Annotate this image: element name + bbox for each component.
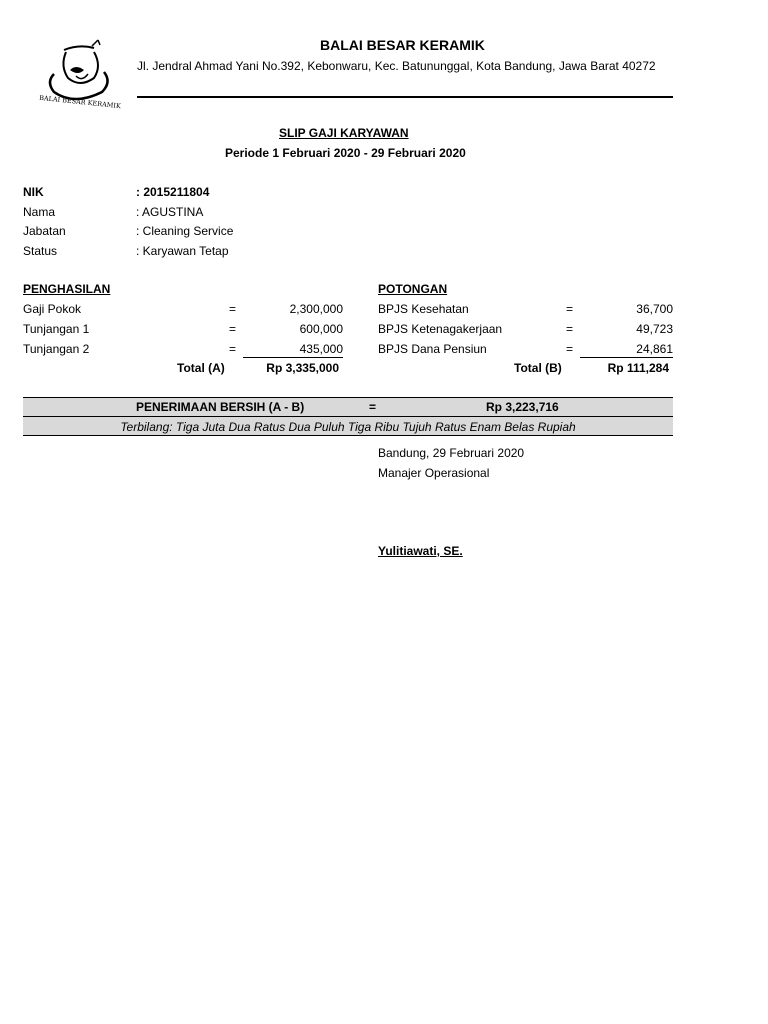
deduction-item-value: 36,700	[636, 302, 673, 316]
net-pay-label: PENERIMAAN BERSIH (A - B)	[136, 400, 305, 414]
income-item-label: Tunjangan 1	[23, 322, 90, 336]
income-item-eq: =	[229, 322, 237, 336]
name-value: : AGUSTINA	[136, 205, 204, 219]
status-label: Status	[23, 244, 58, 258]
deduction-total-rule	[580, 357, 673, 358]
income-total-value: Rp 3,335,000	[266, 361, 339, 375]
income-item-value: 2,300,000	[289, 302, 343, 316]
signature-name: Yulitiawati, SE.	[378, 544, 463, 558]
deduction-item-label: BPJS Dana Pensiun	[378, 342, 487, 356]
deductions-heading: POTONGAN	[378, 282, 448, 296]
deduction-item-value: 24,861	[636, 342, 673, 356]
vase-logo-icon	[24, 36, 137, 111]
deduction-item-eq: =	[566, 322, 574, 336]
logo-text: BALAI BESAR KERAMIK	[38, 93, 122, 111]
amount-in-words: Terbilang: Tiga Juta Dua Ratus Dua Puluh Tiga Ribu Tujuh Ratus Enam Belas Rupiah	[120, 420, 576, 434]
signature-place-date: Bandung, 29 Februari 2020	[378, 446, 525, 460]
income-item-eq: =	[229, 342, 237, 356]
slip-title: SLIP GAJI KARYAWAN	[279, 126, 409, 140]
status-value: : Karyawan Tetap	[136, 244, 229, 258]
net-pay-band	[23, 397, 673, 417]
company-name: BALAI BESAR KERAMIK	[320, 37, 485, 53]
deduction-item-eq: =	[566, 342, 574, 356]
name-label: Nama	[23, 205, 56, 219]
position-label: Jabatan	[23, 224, 66, 238]
nik-label: NIK	[23, 185, 44, 199]
income-item-eq: =	[229, 302, 237, 316]
deduction-total-value: Rp 111,284	[607, 361, 669, 375]
deduction-total-label: Total (B)	[514, 361, 562, 375]
company-address: Jl. Jendral Ahmad Yani No.392, Kebonwaru, Kec. Batununggal, Kota Bandung, Jawa Barat 40272	[137, 59, 656, 73]
deduction-item-eq: =	[566, 302, 574, 316]
nik-value: : 2015211804	[136, 185, 210, 199]
income-item-value: 435,000	[299, 342, 343, 356]
header-divider	[137, 96, 673, 98]
position-value: : Cleaning Service	[136, 224, 234, 238]
deduction-item-label: BPJS Kesehatan	[378, 302, 469, 316]
slip-period: Periode 1 Februari 2020 - 29 Februari 2020	[225, 146, 466, 160]
deduction-item-value: 49,723	[636, 322, 673, 336]
net-pay-value: Rp 3,223,716	[486, 400, 559, 414]
deduction-item-label: BPJS Ketenagakerjaan	[378, 322, 503, 336]
income-item-label: Gaji Pokok	[23, 302, 82, 316]
company-logo	[24, 36, 137, 111]
signature-role: Manajer Operasional	[378, 466, 490, 480]
income-total-label: Total (A)	[177, 361, 225, 375]
income-heading: PENGHASILAN	[23, 282, 111, 296]
income-item-value: 600,000	[299, 322, 343, 336]
income-item-label: Tunjangan 2	[23, 342, 90, 356]
income-total-rule	[243, 357, 343, 358]
net-pay-eq: =	[369, 400, 377, 414]
